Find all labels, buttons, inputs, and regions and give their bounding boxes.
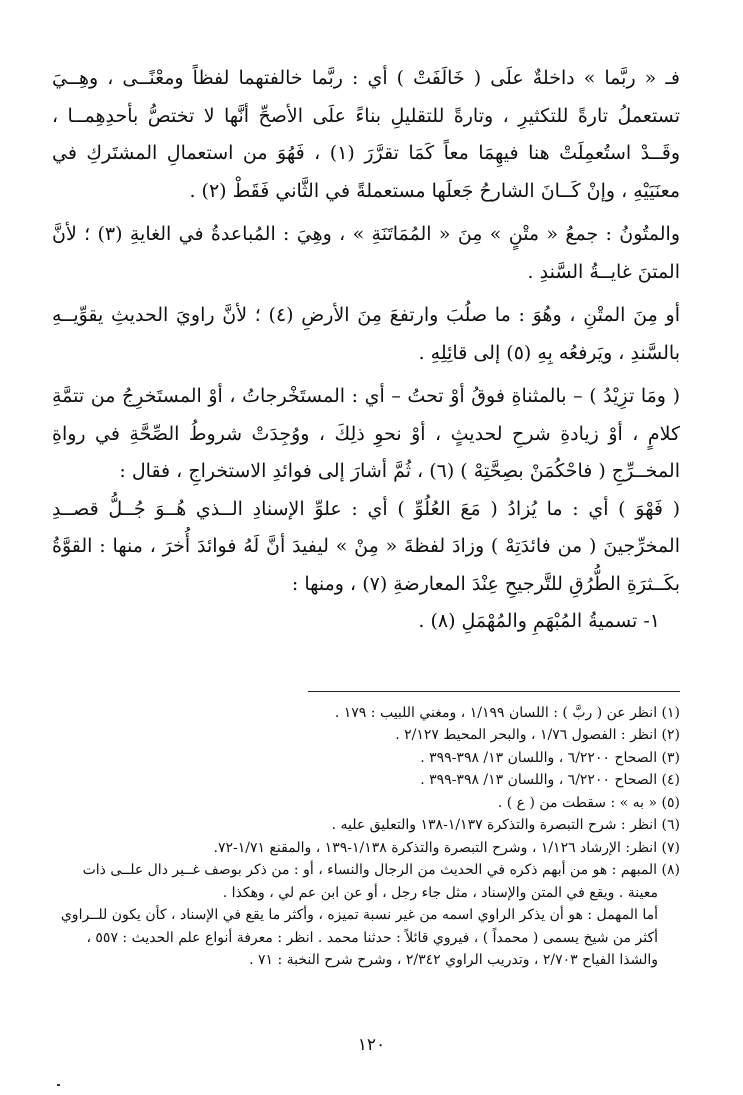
footnote-2: (٢) انظر : الفصول ١/٧٦ ، والبحر المحيط ٢/١٢٧ . xyxy=(395,727,680,743)
page-body xyxy=(52,60,680,972)
footnote-divider xyxy=(308,691,680,692)
footnote-8-continuation: معينة . ويقع في المتن والإسناد ، مثل جاء رجل ، أو عن ابن عم لي ، وهكذا . xyxy=(222,884,658,901)
footnote-5: (٥) « به » : سقطت من ( ع ) . xyxy=(497,794,680,811)
list-item-1: ١- تسميةُ المُبْهَمِ والمُهْمَلِ (٨) . xyxy=(418,610,660,632)
paragraph-4: ( ومَا تزِيْدُ ) – بالمثناةِ فوقُ أوْ تحتُ – أي : المستَخْرجاتُ ، أوْ المستَخرِجُ من تتمَّةِ كلامٍ ، أوْ زيادةِ شرحِ لحديثٍ ، أوْ نحوِ ذلِكَ ، ووُجِدَتْ شروطُ الصِّحَّةِ في رواةِ المخــرِّجِ ( فاحْكُمَنْ بصِحَّتِهْ ) (٦) ، ثُمَّ أشارَ إلى فوائدِ الاستخراجِ ، فقال : xyxy=(52,385,680,482)
footnote-8: (٨) المبهم : هو من أبهم ذكره في الحديث من الرجال والنساء ، أو : من ذكر بوصف غــير دال علــى ذات xyxy=(82,862,680,878)
footnote-7: (٧) انظر: الإرشاد ١/١٢٦ ، وشرح التبصرة والتذكرة ١/١٣٨-١٣٩ ، والمقنع ١/٧١-٧٢. xyxy=(213,839,680,856)
footnote-8-mohmal: أما المهمل : هو أن يذكر الراوي اسمه من غير نسبة تميزه ، وأكثر ما يقع في الإسناد ، كأن يكون للــراوي أكثر من شيخ يسمى ( محمداً ) ، فيروي قائلاً : حدثنا محمد . انظر : معرفة أنواع علم الحديث : ٥٥٧ ، والشذا الفياح ٢/٧٠٣ ، وتدريب الراوي ٢/٣٤٢ ، وشرح شرح النخبة : ٧١ . xyxy=(60,907,658,968)
footnote-4: (٤) الصحاح ٦/٢٢٠٠ ، واللسان ١٣/ ٣٩٨-٣٩٩ . xyxy=(420,772,680,788)
paragraph-2: والمتُونُ : جمعُ « متْنٍ » مِنَ « المُمَاتَنَةِ » ، وهِيَ : المُباعدةُ في الغايةِ (٣) ؛ لأنَّ المتنَ غايــةُ السَّندِ . xyxy=(52,223,680,283)
paragraph-3: أو مِنَ المتْنِ ، وهُوَ : ما صلُبَ وارتفعَ مِنَ الأرضِ (٤) ؛ لأنَّ راويَ الحديثِ يقوِّيــهِ بالسَّندِ ، ويَرفعُه بِهِ (٥) إلى قائِلِهِ . xyxy=(52,304,680,364)
main-text xyxy=(52,60,680,641)
footnote-6: (٦) انظر : شرح التبصرة والتذكرة ١/١٣٧-١٣٨ والتعليق عليه . xyxy=(331,817,680,833)
footnotes xyxy=(52,702,680,972)
paragraph-1: فـ « ربَّما » داخلةٌ علَى ( خَالَفَتْ ) أي : ربَّما خالفتهما لفظاً ومعْنًــى ، وهِــيَ تستعملُ تارةً للتكثيرِ ، وتارةً للتقليلِ بناءً علَى الأصحِّ أنَّها لا تختصُّ بأحدِهِمــا ، وقَــدْ استُعمِلَتْ هنا فيهِمَا معاً كَمَا تقرَّرَ (١) ، فَهُوَ من استعمالِ المشتَركِ في معنَيَيْهِ ، وإنْ كَــانَ الشارحُ جَعلَها مستعملةً في الثَّاني فَقَطْ (٢) . xyxy=(52,67,680,202)
footnote-1: (١) انظر عن ( ربَّ ) : اللسان ١/١٩٩ ، ومغني اللبيب : ١٧٩ . xyxy=(334,704,680,721)
scan-speck xyxy=(57,1084,60,1086)
paragraph-5: ( فَهْوَ ) أي : ما يُزادُ ( مَعَ العُلُوِّ ) أي : علوِّ الإسنادِ الــذي هُــوَ جُــلُّ قصــدِ المخرِّجينَ ( من فائدَتِهْ ) وزادَ لفظةَ « مِنْ » ليفيدَ أنَّ لَهُ فوائدَ أُخرَ ، منها : القوَّةُ بكَــثرَةِ الطُّرُقِ للتَّرجيحِ عِنْدَ المعارضةِ (٧) ، ومنها : xyxy=(52,497,680,595)
page-number: ١٢٠ xyxy=(357,1035,386,1055)
footnote-3: (٣) الصحاح ٦/٢٢٠٠ ، واللسان ١٣/ ٣٩٨-٣٩٩ . xyxy=(420,749,680,766)
